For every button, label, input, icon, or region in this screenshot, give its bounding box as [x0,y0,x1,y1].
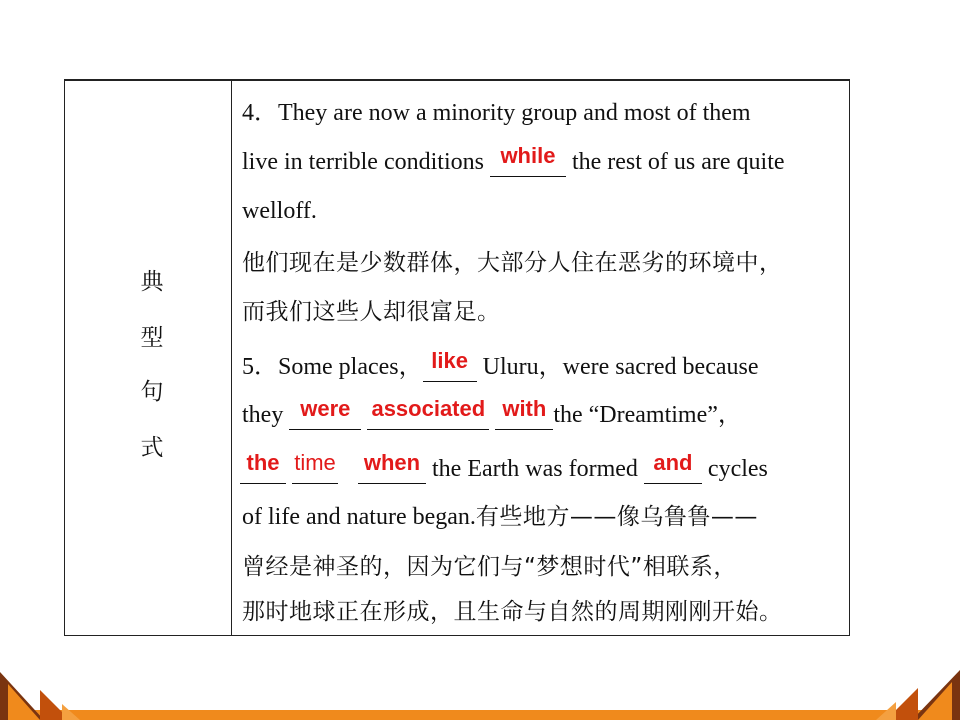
translation-text: 有些地方——像乌鲁鲁—— [475,504,758,530]
category-char: 句 [140,379,164,405]
bottom-decoration [0,660,960,720]
sentence-text: they [242,402,290,428]
sentence-text: the “Dreamtime”， [553,402,742,428]
sentence-text: the Earth was formed [426,456,644,482]
answer-blank [423,348,477,382]
category-char: 典 [140,269,164,295]
answer-word: while [500,143,556,168]
answer-word: and [653,450,693,475]
translation-4-line-1: 他们现在是少数群体，大部分人住在恶劣的环境中， [242,250,783,276]
answer-blank [490,143,566,177]
answer-word: time [294,450,336,475]
sentence-text: the rest of us are quite [565,149,785,175]
answer-word: when [363,450,421,475]
sentence-text: live in terrible conditions [242,149,490,175]
answer-blank [292,450,338,484]
answer-blank [289,396,361,430]
sentence-text: cycles [701,456,768,482]
answer-blank [495,396,553,430]
answer-word: with [502,396,547,421]
sentence-5-line-3 [240,450,768,484]
category-column [65,81,232,635]
content-table [64,79,850,636]
answer-blank [240,450,286,484]
translation-5-line-1: 曾经是神圣的，因为它们与“梦想时代”相联系， [242,554,737,580]
sentence-4-line-2 [242,143,785,177]
translation-4-line-2: 而我们这些人却很富足。 [242,299,501,325]
answer-word: associated [371,396,486,421]
sentence-5-line-1 [242,348,759,382]
answer-blank [644,450,702,484]
answer-word: were [300,396,351,421]
sentence-text: Uluru，were sacred because [476,354,759,380]
answer-word: the [246,450,280,475]
sentence-4-line-3: welloff. [242,198,317,224]
answer-blank [367,396,489,430]
sentence-text: 5．Some places， [242,354,423,380]
category-char: 式 [140,435,164,461]
sentence-4-line-1: 4．They are now a minority group and most of them [242,100,751,126]
sentence-5-line-2 [242,396,742,430]
sentence-text: of life and nature began. [242,504,476,530]
category-char: 型 [140,325,164,351]
answer-word: like [431,348,468,373]
sentence-5-line-4 [242,502,758,532]
answer-blank [358,450,426,484]
translation-5-line-2: 那时地球正在形成，且生命与自然的周期刚刚开始。 [242,599,783,625]
